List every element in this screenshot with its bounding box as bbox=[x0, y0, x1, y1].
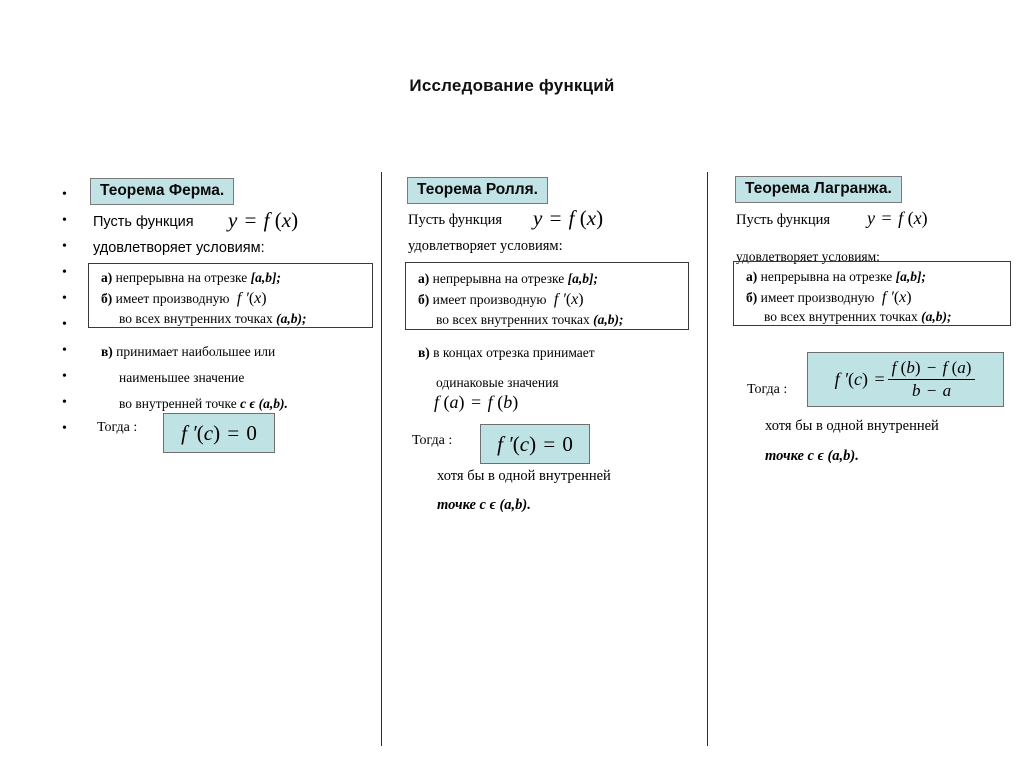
condition-row-a-rolle bbox=[418, 271, 598, 287]
fraction-denominator: b − a bbox=[912, 381, 952, 400]
fraction-numerator: f (b) − f (a) bbox=[891, 358, 972, 377]
condition-label: а) bbox=[101, 270, 113, 285]
condition-text: имеет производную bbox=[115, 291, 230, 306]
tail-line-2-lagrange: точке c ϵ (a,b). bbox=[765, 448, 859, 464]
condition-text: наименьшее значение bbox=[119, 370, 245, 385]
condition-text: непрерывна на отрезке bbox=[760, 269, 893, 284]
condition-text: принимает наибольшее или bbox=[116, 344, 276, 359]
intro-formula-lagrange: y = f (x) bbox=[867, 208, 928, 228]
intro-text-rolle: Пусть функция bbox=[408, 212, 503, 228]
condition-row-v3-fermat bbox=[119, 396, 288, 412]
condition-text: имеет производную bbox=[432, 292, 547, 307]
condition-interval: [a,b]; bbox=[895, 269, 927, 284]
then-label-rolle: Тогда : bbox=[412, 433, 453, 448]
condition-label: в) bbox=[101, 344, 113, 359]
condition-formula: f ′(x) bbox=[232, 290, 267, 307]
condition-row-b2-rolle bbox=[436, 312, 624, 328]
intro-conditions-label-lagrange: удовлетворяет условиям: bbox=[736, 249, 880, 264]
condition-interval: (a,b); bbox=[593, 312, 624, 327]
result-box-lagrange bbox=[807, 352, 1004, 407]
theorem-header-lagrange: Теорема Лагранжа. bbox=[735, 176, 902, 203]
equal-values-formula-rolle: f (a) = f (b) bbox=[434, 392, 519, 412]
bullet-marker bbox=[62, 312, 67, 338]
condition-text: во всех внутренних точках bbox=[764, 309, 918, 324]
bullet-marker bbox=[62, 338, 67, 364]
intro-conditions-label-fermat: удовлетворяет условиям: bbox=[93, 240, 265, 256]
column-lagrange bbox=[707, 0, 1024, 767]
condition-row-a-lagrange bbox=[746, 269, 926, 285]
condition-label: а) bbox=[418, 271, 430, 286]
condition-row-v-fermat bbox=[101, 344, 275, 360]
intro-formula-rolle: y = f (x) bbox=[533, 206, 604, 230]
condition-text: одинаковые значения bbox=[436, 375, 559, 390]
condition-text: непрерывна на отрезке bbox=[432, 271, 565, 286]
bullet-marker bbox=[62, 260, 67, 286]
theorem-header-fermat: Теорема Ферма. bbox=[90, 178, 234, 205]
condition-label: а) bbox=[746, 269, 758, 284]
condition-row-v-rolle bbox=[418, 345, 595, 361]
condition-interval: (a,b); bbox=[276, 311, 307, 326]
intro-text-fermat: Пусть функция bbox=[93, 214, 194, 230]
tail-line-2-rolle: точке c ϵ (a,b). bbox=[437, 497, 531, 513]
intro-text-lagrange: Пусть функция bbox=[736, 212, 831, 228]
condition-row-b-fermat bbox=[101, 290, 267, 308]
bullet-marker bbox=[62, 390, 67, 416]
condition-row-v2-fermat bbox=[119, 370, 244, 386]
tail-line-1-lagrange: хотя бы в одной внутренней bbox=[765, 418, 939, 434]
condition-row-b2-fermat bbox=[119, 311, 307, 327]
condition-interval: [a,b]; bbox=[567, 271, 599, 286]
condition-label: в) bbox=[418, 345, 430, 360]
result-formula-fermat: f ′(c) = 0 bbox=[181, 420, 257, 445]
condition-label: б) bbox=[746, 290, 758, 305]
condition-row-b-lagrange bbox=[746, 289, 912, 307]
result-formula-lagrange bbox=[835, 358, 977, 401]
then-label-lagrange: Тогда : bbox=[747, 382, 788, 397]
bullet-marker bbox=[62, 364, 67, 390]
page-title: Исследование функций bbox=[409, 76, 615, 95]
condition-text: имеет производную bbox=[760, 290, 875, 305]
condition-row-v2-rolle bbox=[436, 375, 559, 391]
condition-row-b2-lagrange bbox=[764, 309, 952, 325]
result-formula-rolle: f ′(c) = 0 bbox=[497, 431, 573, 456]
condition-text: во внутренней точке bbox=[119, 396, 237, 411]
condition-label: б) bbox=[101, 291, 113, 306]
condition-text: в концах отрезка принимает bbox=[433, 345, 595, 360]
condition-label: б) bbox=[418, 292, 430, 307]
bullet-marker bbox=[62, 208, 67, 234]
intro-conditions-label-rolle: удовлетворяет условиям: bbox=[408, 238, 563, 254]
result-box-fermat bbox=[163, 413, 275, 453]
condition-interval: [a,b]; bbox=[250, 270, 282, 285]
condition-row-b-rolle bbox=[418, 291, 584, 309]
condition-interval: (a,b); bbox=[921, 309, 952, 324]
theorem-header-rolle: Теорема Ролля. bbox=[407, 177, 548, 204]
column-rolle bbox=[381, 0, 707, 767]
condition-text: во всех внутренних точках bbox=[436, 312, 590, 327]
intro-formula-fermat: y = f (x) bbox=[228, 208, 299, 232]
condition-row-a-fermat bbox=[101, 270, 281, 286]
result-box-rolle bbox=[480, 424, 590, 464]
tail-line-1-rolle: хотя бы в одной внутренней bbox=[437, 468, 611, 484]
bullet-list-fermat bbox=[62, 182, 67, 442]
condition-formula: f ′(x) bbox=[877, 289, 912, 306]
result-formula-lhs: f ′(c) = bbox=[834, 369, 885, 389]
condition-text: непрерывна на отрезке bbox=[115, 270, 248, 285]
bullet-marker bbox=[62, 234, 67, 260]
bullet-marker bbox=[62, 182, 67, 208]
column-fermat bbox=[0, 0, 381, 767]
bullet-marker bbox=[62, 286, 67, 312]
bullet-marker bbox=[62, 416, 67, 442]
then-label-fermat: Тогда : bbox=[97, 420, 138, 435]
fraction bbox=[888, 358, 976, 401]
condition-text: во всех внутренних точках bbox=[119, 311, 273, 326]
condition-formula: f ′(x) bbox=[549, 291, 584, 308]
condition-point: c ϵ (a,b). bbox=[240, 396, 288, 411]
